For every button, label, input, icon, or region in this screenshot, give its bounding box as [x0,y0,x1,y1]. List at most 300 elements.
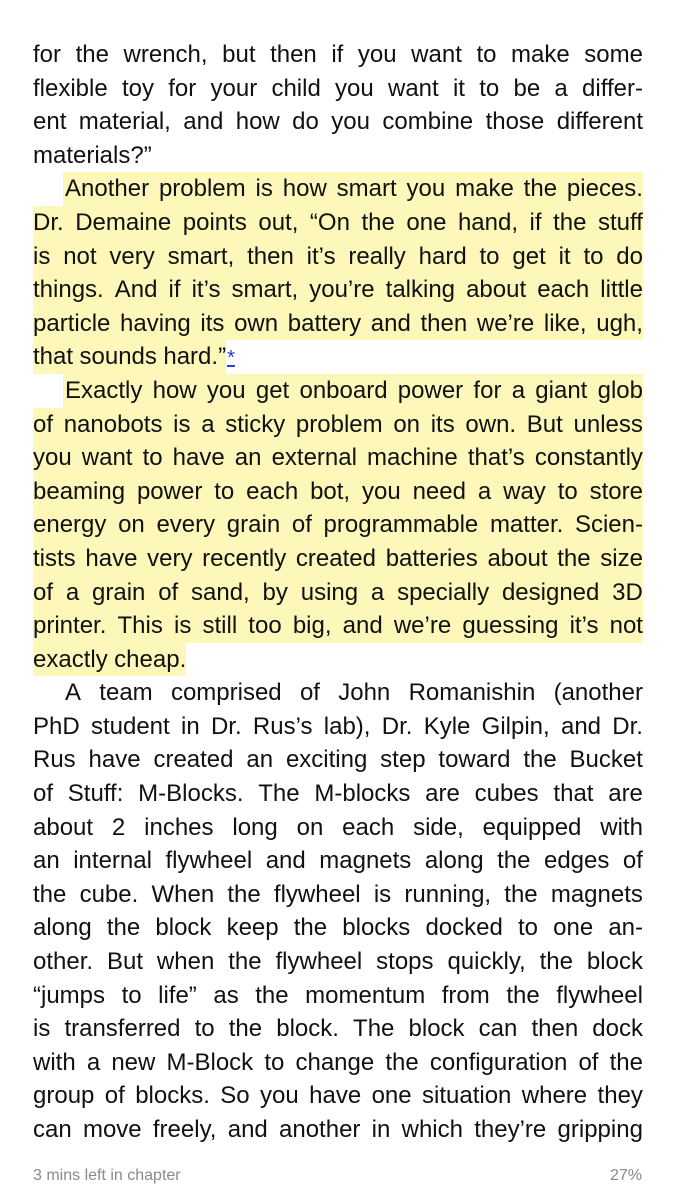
word: new [111,1048,156,1076]
word: have [309,1082,362,1110]
word: transferred [64,1015,181,1043]
word: batteries [385,544,478,572]
text-line[interactable] [33,676,643,710]
highlighted-text-line[interactable] [33,542,643,576]
word: Dr. [210,712,242,740]
word: programmable [323,511,479,539]
text-line[interactable] [33,979,643,1013]
word: Kyle [423,712,471,740]
word: for [33,41,62,68]
word: very [109,242,155,270]
word: of [33,780,54,808]
word: M-blocks [314,780,411,808]
word: created [153,746,234,774]
word: want [81,444,133,472]
word: constantly [534,444,643,472]
word: (another [553,679,643,707]
word: bot, [310,477,351,505]
word: is [33,1015,51,1043]
word: own [234,309,279,337]
word: recently [202,544,287,572]
word: to [479,74,500,102]
word: and [560,712,602,740]
word: a [511,376,526,404]
word: grain [92,578,146,606]
word: that’s [467,444,525,472]
word: it’s [306,242,336,270]
word: is [373,880,392,908]
word: have [88,746,141,774]
word: really [348,242,406,270]
word: the [228,948,262,976]
word: not [609,612,643,640]
word: it [452,74,465,102]
text-line[interactable] [33,710,643,744]
word: move [82,1116,142,1143]
text-line[interactable] [33,743,643,777]
word: life” [158,981,197,1009]
text-line[interactable] [33,72,643,106]
highlight-span[interactable] [33,643,186,677]
word: flexible [33,74,108,102]
word: hand, [457,208,519,236]
word: for [473,376,502,404]
word: nanobots [63,410,163,438]
word: The [353,1015,395,1043]
word: as [213,981,239,1009]
word: to [264,1048,285,1076]
word: of [291,511,312,539]
word: exactly [33,645,108,673]
word: internal [73,847,152,875]
word: block. [276,1015,339,1043]
highlighted-text-line[interactable] [33,475,643,509]
word: matter. [489,511,564,539]
word: student [90,712,170,740]
highlighted-text-line[interactable] [33,441,643,475]
word: the [523,175,558,203]
word: a [65,578,80,606]
text-line[interactable] [33,1046,643,1080]
word: have [172,444,225,472]
word: external [271,444,357,472]
highlighted-text-line[interactable] [33,240,643,274]
word: beaming [33,477,126,505]
highlighted-text-line[interactable] [33,408,643,442]
word: stuff [597,208,643,236]
word: Stuff: [67,780,124,808]
word: material, [78,108,171,136]
word: configuration [429,1048,568,1076]
word: block [155,914,212,942]
text-line[interactable] [33,1113,643,1147]
word: its [200,309,225,337]
word: printer. [33,612,107,640]
word: materials?” [33,141,152,169]
word: too [248,612,282,640]
word: blocks. [135,1082,210,1110]
word: M-Block [166,1048,254,1076]
word: exciting [285,746,368,774]
word: which [401,1116,463,1143]
word: the [497,847,531,875]
word: freely, [152,1116,217,1143]
chapter-time-remaining: 3 mins left in chapter [33,1167,181,1184]
word: energy [33,511,107,539]
word: the [506,981,540,1009]
text-line[interactable] [33,878,643,912]
word: sand, [191,578,250,606]
word: and [342,612,383,640]
word: you [361,477,401,505]
word: of [104,1082,125,1110]
word: about [33,813,94,841]
word: 2 [111,813,126,841]
word: along [424,847,484,875]
word: Dr. [381,712,413,740]
word: side, [413,813,464,841]
word: momentum [305,981,426,1009]
word: other. [33,948,94,976]
word: in [180,712,200,740]
word: But [106,948,143,976]
word: how [282,175,327,203]
word: you’re [309,276,375,304]
word: the [504,880,538,908]
word: about [487,544,548,572]
word: the [293,914,328,942]
word: flywheel [275,948,363,976]
highlighted-text-line[interactable] [33,609,643,643]
text-line[interactable] [33,38,643,72]
word: make [511,41,570,68]
word: then [420,309,468,337]
word: So [220,1082,250,1110]
word: cube. [79,880,139,908]
word: one [553,914,594,942]
word: on [118,511,145,539]
word: different [556,108,643,136]
word: grain [226,511,281,539]
word: having [120,309,191,337]
word: And [114,276,158,304]
word: then [531,1015,579,1043]
word: they [597,1082,643,1110]
word: every [156,511,216,539]
word: the [255,981,289,1009]
word: you [357,41,397,68]
word: it’s [569,612,599,640]
reading-status-bar [33,1167,642,1185]
text-line[interactable] [33,1012,643,1046]
word: situation [422,1082,512,1110]
word: things. [33,276,104,304]
word: the [361,208,395,236]
word: to [121,981,142,1009]
word: giant [535,376,588,404]
word: about [466,276,527,304]
word: a [477,477,492,505]
word: a [86,1048,101,1076]
word: team [99,679,153,707]
word: using [300,578,359,606]
word: cheap. [114,645,187,673]
word: glob [597,376,643,404]
word: particle [33,309,111,337]
word: Bucket [569,746,643,774]
word: an [234,444,262,472]
word: When [151,880,215,908]
word: hard.” [163,343,227,371]
word: pieces. [566,175,643,203]
word: they’re [474,1116,547,1143]
word: some [584,41,643,68]
word: if [331,41,344,68]
word: for [168,74,197,102]
word: flywheel [273,880,361,908]
word: smart [336,175,397,203]
word: Gilpin, [481,712,550,740]
word: from [441,981,490,1009]
highlighted-text-line[interactable] [33,307,643,341]
word: sounds [79,343,157,371]
word: smart, [167,242,235,270]
word: the [75,41,109,68]
word: you [33,444,72,472]
word: a [554,74,568,102]
word: are [608,780,643,808]
word: need [412,477,466,505]
word: But [526,410,563,438]
word: an- [608,914,643,942]
word: out, [258,208,299,236]
word: M-Blocks. [138,780,244,808]
word: that [553,780,594,808]
word: machine [367,444,458,472]
word: Another [65,175,150,203]
word: an [246,746,274,774]
highlighted-text-line[interactable] [33,206,643,240]
word: of [33,410,54,438]
word: not [63,242,97,270]
word: one [406,208,447,236]
word: if [529,208,542,236]
book-page-text[interactable] [33,38,643,1147]
word: magnets [550,880,643,908]
word: cubes [474,780,539,808]
word: but [222,41,256,68]
word: combine [382,108,474,136]
word: keep [226,914,279,942]
word: gripping [557,1116,643,1143]
word: Scien- [574,511,643,539]
word: onboard [299,376,388,404]
word: lab), [323,712,371,740]
word: Dr. [612,712,643,740]
word: step [380,746,426,774]
word: your [210,74,258,102]
word: how [235,108,280,136]
word: want [388,74,439,102]
word: toward [438,746,511,774]
word: and [227,1116,268,1143]
word: “On [309,208,350,236]
word: then [247,242,294,270]
highlighted-text-line[interactable] [33,273,643,307]
word: Rus [33,746,76,774]
word: to [479,242,500,270]
word: the [227,880,261,908]
word: “jumps [33,981,106,1009]
word: John [338,679,391,707]
word: when [156,948,215,976]
word: it’s [191,276,221,304]
word: the [557,544,591,572]
word: the [553,208,587,236]
word: on [296,813,324,841]
text-line[interactable] [33,139,643,173]
word: Demaine [75,208,172,236]
word: specially [397,578,490,606]
word: to [194,1015,215,1043]
word: one [371,1082,412,1110]
word: you [406,175,446,203]
word: power [397,376,464,404]
word: a [201,410,215,438]
word: do [616,242,643,270]
word: A [65,679,82,707]
word: ugh, [596,309,643,337]
word: and [370,309,411,337]
text-line[interactable] [33,911,643,945]
word: the [609,1048,643,1076]
word: of [158,578,179,606]
word: store [589,477,643,505]
word: to [214,477,235,505]
text-line[interactable] [33,811,643,845]
word: flywheel [165,847,253,875]
word: can [33,1116,72,1143]
text-line[interactable] [33,1079,643,1113]
word: inches [144,813,214,841]
word: each [342,813,395,841]
word: to [142,444,163,472]
text-line[interactable] [33,945,643,979]
highlighted-text-line[interactable] [33,643,643,677]
word: the [33,880,67,908]
highlighted-text-line[interactable] [33,576,643,610]
word: are [425,780,460,808]
word: where [521,1082,588,1110]
word: way [503,477,546,505]
text-line[interactable] [33,844,643,878]
word: long [232,813,278,841]
text-line[interactable] [33,105,643,139]
word: have [85,544,138,572]
word: little [600,276,643,304]
word: toy [121,74,154,102]
word: do [292,108,319,136]
word: by [262,578,288,606]
word: Exactly [65,376,143,404]
word: quickly, [447,948,526,976]
word: own. [465,410,517,438]
word: another [279,1116,361,1143]
word: The [258,780,300,808]
word: problem [295,410,383,438]
word: those [485,108,545,136]
word: get [512,242,546,270]
highlighted-text-line[interactable] [33,374,643,408]
word: an [33,847,60,875]
word: very [147,544,193,572]
word: created [295,544,376,572]
word: problem [158,175,246,203]
word: we’re [393,612,452,640]
word: PhD [33,712,80,740]
word: Dr. [33,208,64,236]
word: sticky [225,410,286,438]
word: that [33,343,74,371]
text-line[interactable] [33,777,643,811]
word: be [513,74,541,102]
word: of [578,1048,599,1076]
word: if [168,276,181,304]
word: how [152,376,197,404]
word: guessing [462,612,559,640]
highlighted-text-line[interactable] [33,340,643,374]
word: the [228,1015,263,1043]
word: stops [376,948,434,976]
word: hard [418,242,467,270]
word: power [136,477,203,505]
word: differ- [582,74,643,102]
word: designed [501,578,600,606]
word: is [33,242,51,270]
word: is [173,410,191,438]
word: magnets [319,847,412,875]
highlighted-text-line[interactable] [33,172,643,206]
word: we’re [476,309,535,337]
footnote-link[interactable]: * [227,347,235,370]
word: the [523,746,557,774]
word: points [182,208,247,236]
word: smart, [231,276,299,304]
word: the [539,948,573,976]
highlight-span[interactable] [33,340,226,374]
word: wrench, [123,41,208,68]
word: with [600,813,643,841]
word: with [33,1048,76,1076]
word: unless [573,410,643,438]
word: and [183,108,224,136]
word: still [202,612,238,640]
word: in [371,1116,391,1143]
word: equipped [482,813,582,841]
word: of [299,679,320,707]
word: get [255,376,290,404]
word: big, [292,612,332,640]
word: talking [385,276,456,304]
word: you [335,74,374,102]
word: to [476,41,497,68]
word: battery [287,309,362,337]
highlighted-text-line[interactable] [33,508,643,542]
word: to [517,914,538,942]
word: ent [33,108,67,136]
word: a [370,578,385,606]
word: and [265,847,306,875]
